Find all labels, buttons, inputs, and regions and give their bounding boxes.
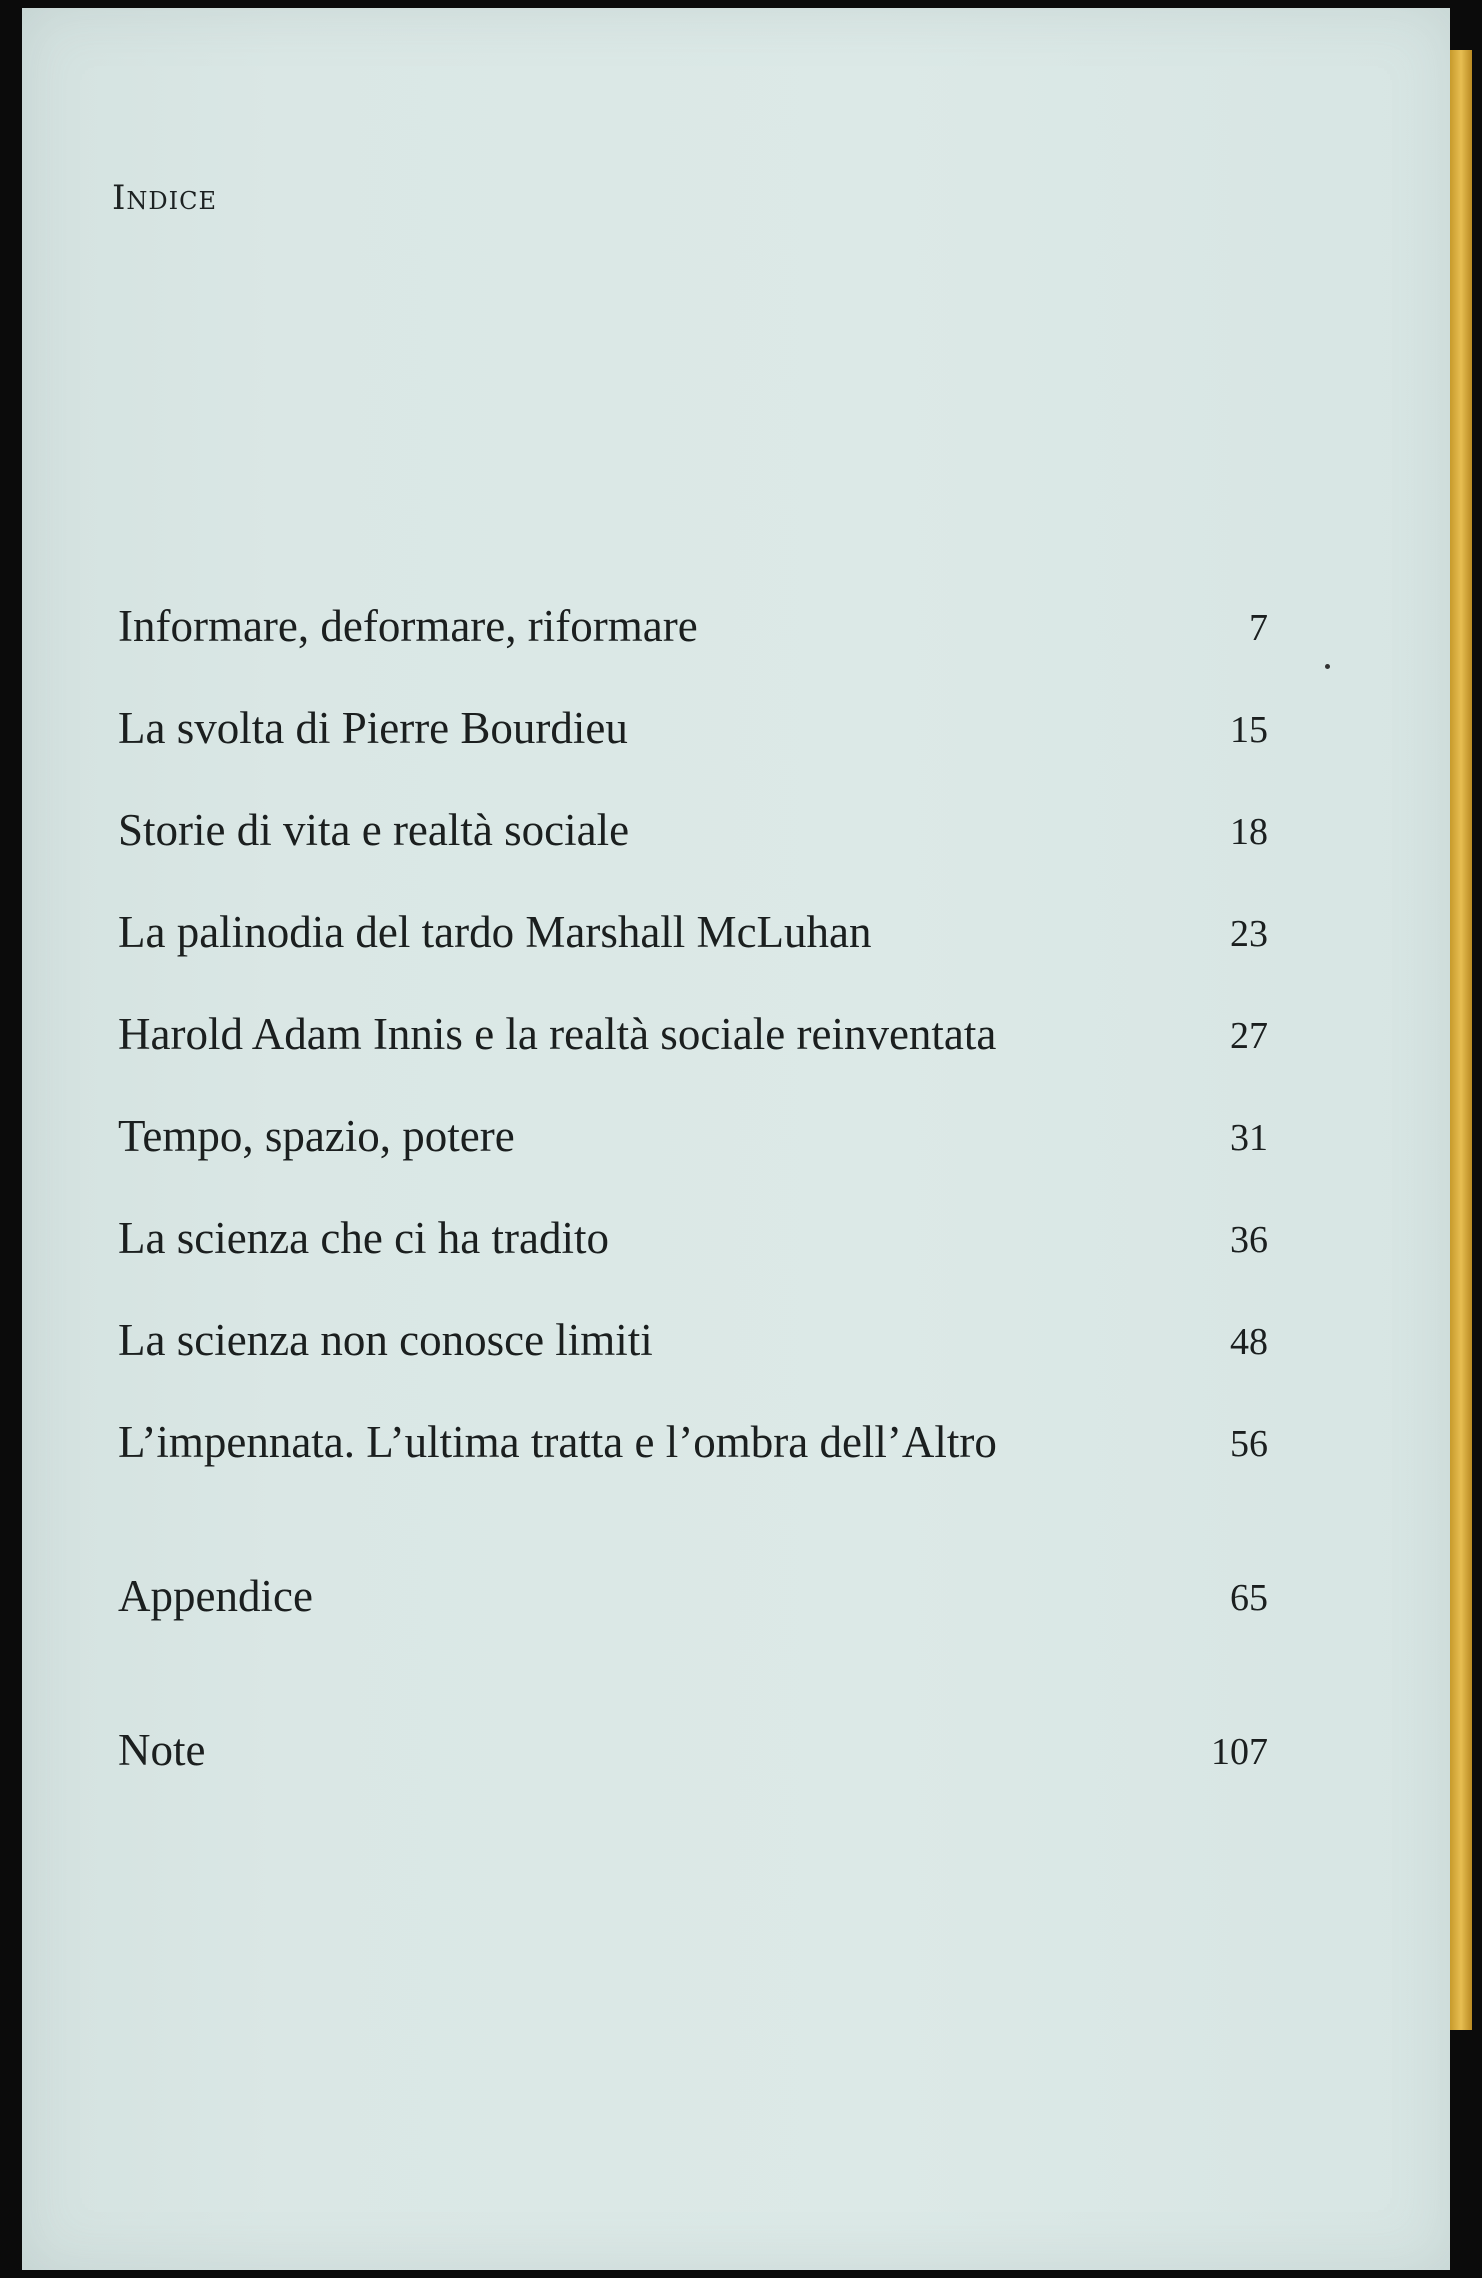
toc-entry-title: Tempo, spazio, potere (118, 1111, 515, 1161)
toc-entry-title: L’impennata. L’ultima tratta e l’ombra dell’Altro (118, 1417, 997, 1467)
toc-entry-appendix (118, 1570, 1268, 1630)
toc-entry-page: 107 (1211, 1731, 1268, 1773)
cover-edge (1450, 50, 1472, 2030)
toc-entry (118, 702, 1268, 762)
toc-entry-page: 23 (1230, 913, 1268, 955)
toc-entry-title: La scienza che ci ha tradito (118, 1213, 609, 1263)
toc-entry (118, 1008, 1268, 1068)
toc-entry-title: Storie di vita e realtà sociale (118, 805, 630, 855)
toc-entry-title: La scienza non conosce limiti (118, 1315, 653, 1365)
toc-entry-title: La svolta di Pierre Bourdieu (118, 703, 628, 753)
toc-entry (118, 1416, 1268, 1476)
toc-entry-title: Appendice (118, 1571, 313, 1621)
toc-entry (118, 600, 1268, 660)
toc-entry-page: 65 (1230, 1577, 1268, 1619)
toc-entry-title: Harold Adam Innis e la realtà sociale reinventata (118, 1009, 997, 1059)
toc-entry (118, 906, 1268, 966)
toc-entry (118, 804, 1268, 864)
toc-entry-page: 36 (1230, 1219, 1268, 1261)
toc-entry (118, 1212, 1268, 1272)
toc-entry (118, 1314, 1268, 1374)
toc-entry-page: 27 (1230, 1015, 1268, 1057)
toc-entry-page: 56 (1230, 1423, 1268, 1465)
toc-entry-page: 48 (1230, 1321, 1268, 1363)
toc-entry-notes (118, 1724, 1268, 1784)
toc-entry-page: 7 (1249, 607, 1268, 649)
toc-entry-page: 31 (1230, 1117, 1268, 1159)
toc-entry-page: 18 (1230, 811, 1268, 853)
toc-entry-page: 15 (1230, 709, 1268, 751)
page-title: Indice (112, 178, 218, 218)
toc-entry-title: Informare, deformare, riformare (118, 601, 698, 651)
toc-entry-title: Note (118, 1725, 206, 1775)
toc-entry-title: La palinodia del tardo Marshall McLuhan (118, 907, 872, 957)
toc-entry (118, 1110, 1268, 1170)
speck (1325, 664, 1330, 669)
